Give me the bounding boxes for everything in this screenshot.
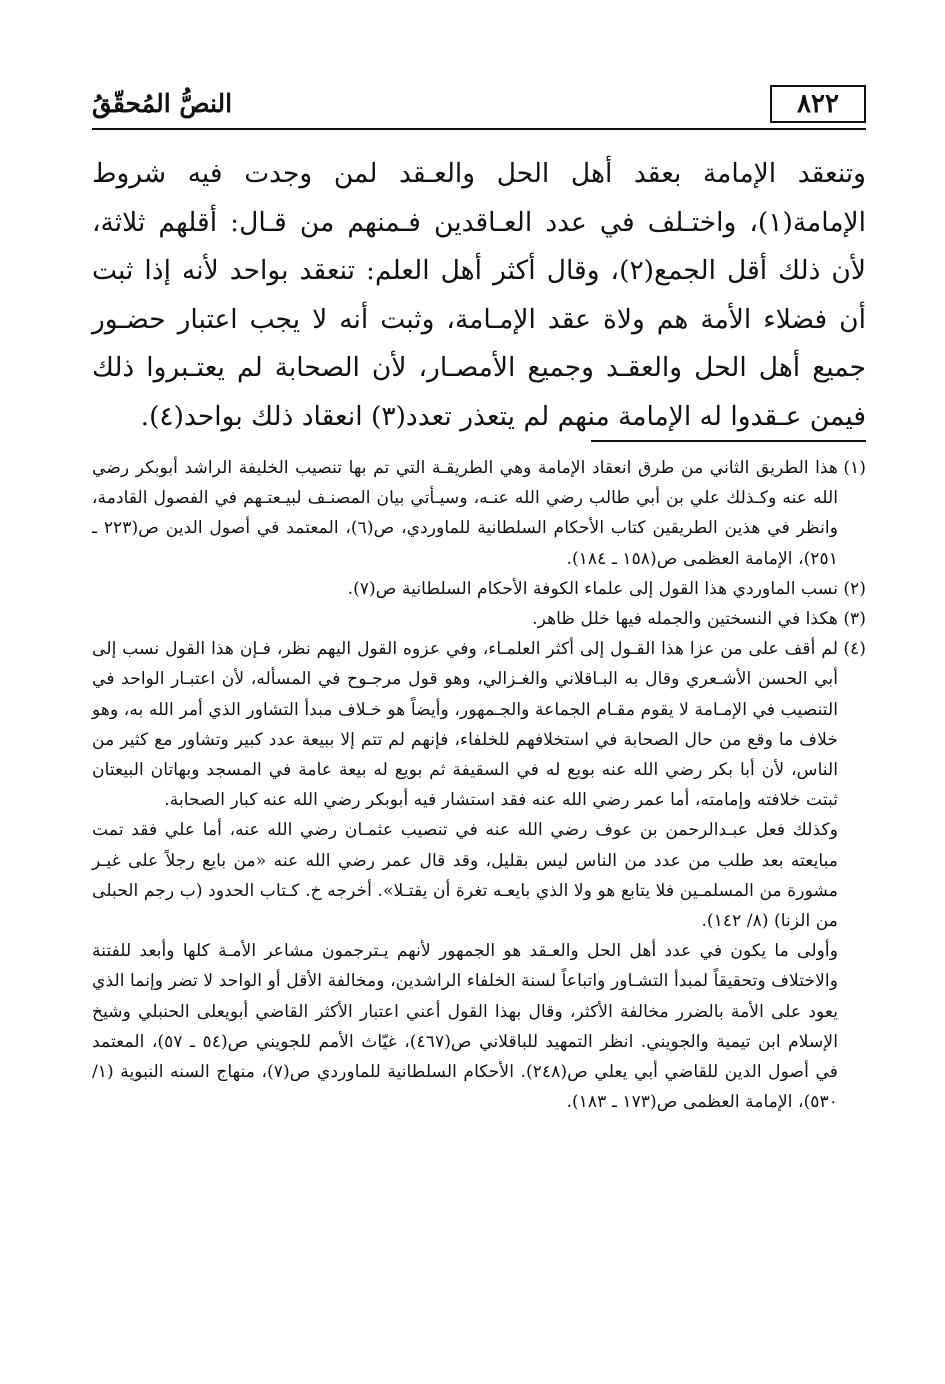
- footnote-number: (٣): [843, 609, 866, 630]
- main-text: [92, 150, 866, 441]
- running-title: النصُّ المُحقّقُ: [92, 89, 233, 118]
- main-paragraph: وتنعقد الإمامة بعقد أهل الحل والعـقد لمن وجدت فيه شروط الإمامة(١)، واختـلف في عدد العـاقدين فـمنهم من قـال: أقلهم ثلاثة، لأن ذلك أقل الجمع(٢)، وقال أكثر أهل العلم: تنعقد بواحد لأنه إذا ثبت أن فضلاء الأمة هم ولاة عقد الإمـامة، وثبت أنه لا يجب اعتبار حضـور جميع أهل الحل والعقـد وجميع الأمصـار، لأن الصحابة لم يعتـبروا ذلك فيمن عـقدوا له الإمامة منهم لم يتعذر تعدد(٣) انعقاد ذلك بواحد(٤).: [92, 158, 866, 432]
- footnote-number: (٢): [843, 578, 866, 599]
- footnote-separator: [591, 440, 866, 442]
- footnote-text: لم أقف على من عزا هذا القـول إلى أكثر العلمـاء، وفي عزوه القول اليهم نظر، فـإن هذا القول نسب إلى أبي الحسن الأشـعري وقال به البـاقلاني والغـزالي، وهو قول مرجـوح في المسأله، لأن اعتبـار الواحد في التنصيب في الإمـامة لا يقوم مقـام الجماعة والجـمهور، وأيضاً هو خـلاف مبدأ التشاور الذي أمر الله به، وهو خلاف ما وقع من حال الصحابة في استخلافهم للخلفاء، فإنهم لم تتم إلا ببيعة عدد كبير وتشاور مع كثير من الناس، لأن أبا بكر رضي الله عنه بويع له في السقيفة ثم بويع له بيعة عامة في المسجد وبهاتان البيعتان ثبتت خلافته وإمامته، أما عمر رضي الله عنه فقد استشار فيه أبوبكر رضي الله عنه كبار الصحابة.: [92, 639, 838, 811]
- footnote-number: (٤): [843, 639, 866, 660]
- footnote-3: [92, 604, 866, 634]
- footnote-text: هكذا في النسختين والجمله فيها خلل ظاهر.: [532, 609, 838, 630]
- page-header: [92, 85, 866, 125]
- footnote-text: وأولى ما يكون في عدد أهل الحل والعـقد هو الجمهور لأنهم يـترجمون مشاعر الأمـة كلها وأبعد للفتنة والاختلاف وتحقيقاً لمبدأ التشـاور واتباعاً لسنة الخلفاء الراشدين، ومخالفة الأقل أو الواحد لا تضر وإنما الذي يعود على الأمة بالضرر مخالفة الأكثر، وقال بهذا القول أعني اعتبار الأكثر القاضي أبويعلى الحنبلي وشيخ الإسلام ابن تيمية والجويني. انظر التمهيد للباقلاني ص(٤٦٧)، غيّاث الأمم للجويني ص(٥٤ ـ ٥٧)، المعتمد في أصول الدين للقاضي أبي يعلي ص(٢٤٨). الأحكام السلطانية للماوردي ص(٧)، منهاج السنه النبوية (١/ ٥٣٠)، الإمامة العظمى ص(١٧٣ ـ ١٨٣).: [92, 941, 839, 1113]
- footnote-4: [92, 634, 866, 1117]
- footnotes: [92, 453, 866, 1117]
- header-rule: [92, 128, 866, 130]
- page-number: ٨٢٢: [770, 85, 866, 123]
- footnote-number: (١): [843, 458, 866, 478]
- footnote-2: [92, 574, 866, 604]
- footnote-text: وكذلك فعل عبـدالرحمن بن عوف رضي الله عنه في تنصيب عثمـان رضي الله عنه، أما علي فقد تمت مبايعته بعد طلب من عدد من الناس ليس بقليل، وقد قال عمر رضي الله عنه «من بايع رجلاً على غيـر مشورة من المسلمـين فلا يتابع هو ولا الذي بايعـه تغرة أن يقتـلا». أخرجه خ. كـتاب الحدود (ب رجم الحبلى من الزنا) (٨/ ١٤٢).: [92, 820, 838, 932]
- footnote-text: نسب الماوردي هذا القول إلى علماء الكوفة الأحكام السلطانية ص(٧).: [347, 578, 838, 599]
- footnote-text: هذا الطريق الثاني من طرق انعقاد الإمامة وهي الطريقـة التي تم بها تنصيب الخليفة الراشد أبوبكر رضي الله عنه وكـذلك علي بن أبي طالب رضي الله عنـه، وسيـأتي بيان المصنـف لبيـعتـهم في الفصول القادمة، وانظر في هذين الطريقين كتاب الأحكام السلطانية للماوردي، ص(٦)، المعتمد في أصول الدين ص(٢٢٣ ـ ٢٥١)، الإمامة العظمى ص(١٥٨ ـ ١٨٤).: [92, 458, 839, 569]
- footnote-1: [92, 453, 866, 574]
